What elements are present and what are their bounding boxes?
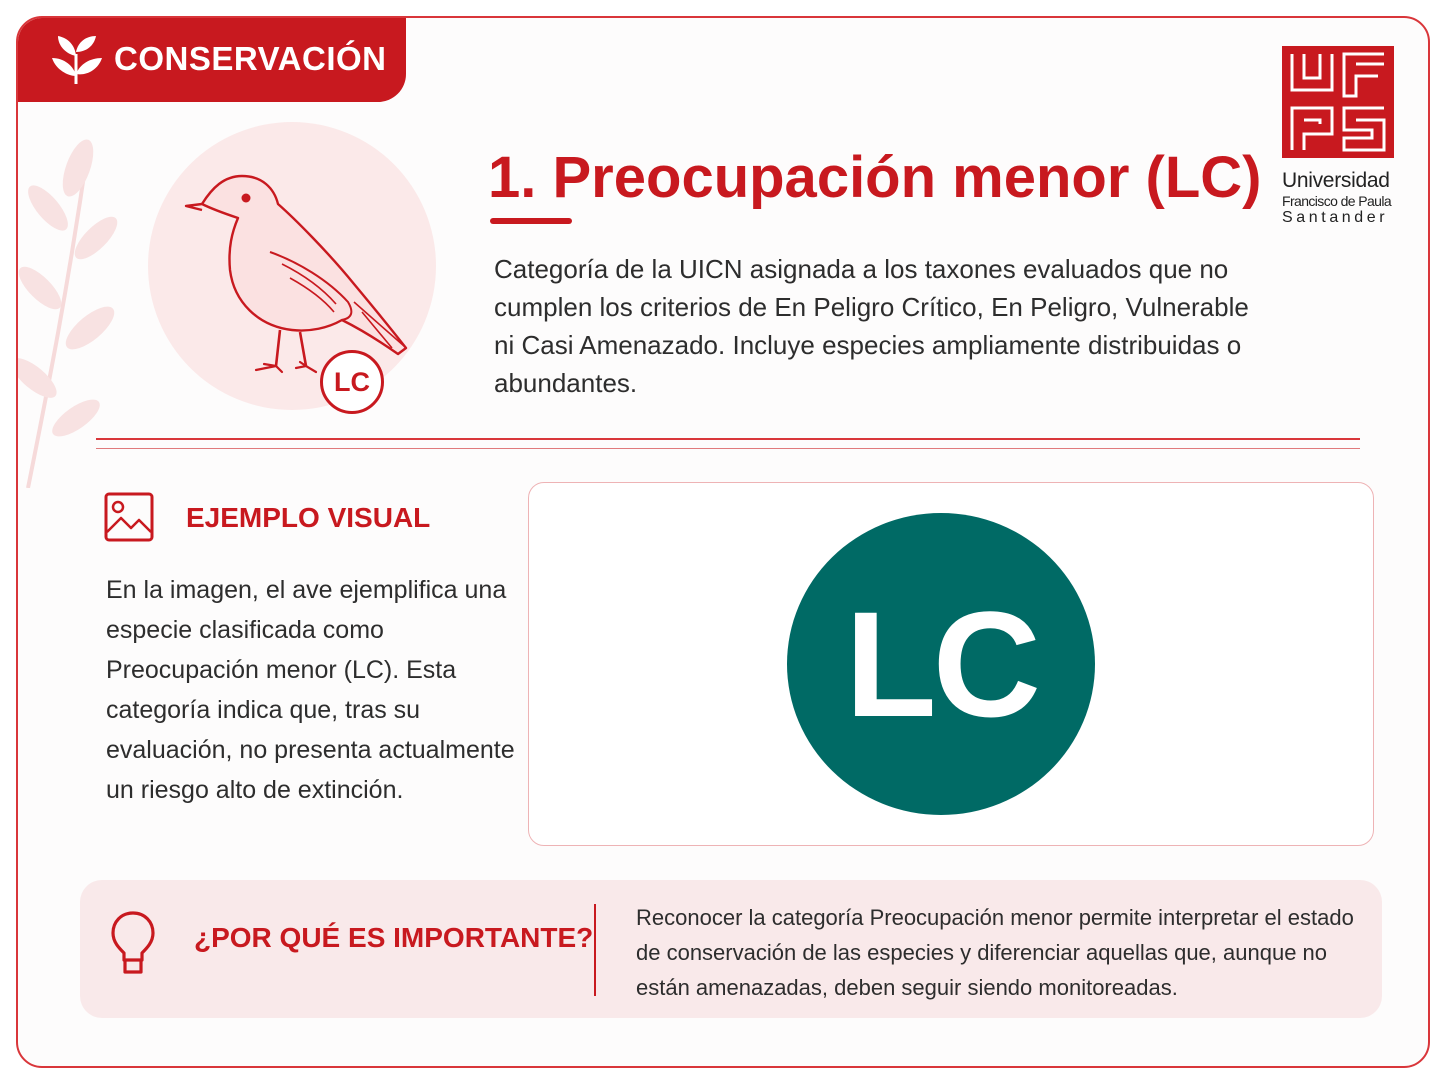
ufps-monogram-logo xyxy=(1282,46,1394,158)
example-image-frame xyxy=(528,482,1374,846)
importance-text: Reconocer la categoría Preocupación menor permite interpretar el estado de conservación de las especies y diferenciar aquellas que, aunque no están amenazadas, deben seguir siendo monitoreadas. xyxy=(636,905,1354,1000)
bird-illustration xyxy=(178,152,428,402)
page-title xyxy=(488,144,1261,211)
title-number: 1. xyxy=(488,145,537,210)
logo-line-santander: Santander xyxy=(1282,209,1389,226)
bird-lc-badge: LC xyxy=(320,350,384,414)
importance-panel xyxy=(80,880,1382,1018)
logo-line-francisco: Francisco de Paula xyxy=(1282,193,1392,209)
category-description: Categoría de la UICN asignada a los taxones evaluados que no cumplen los criterios de En Peligro Crítico, En Peligro, Vulnerable ni Casi Amenazado. Incluye especies ampliamente distribuidas o abundantes. xyxy=(494,254,1249,398)
title-underline xyxy=(490,218,572,224)
importance-separator xyxy=(594,904,596,996)
section-divider xyxy=(96,438,1360,440)
example-heading: EJEMPLO VISUAL xyxy=(186,502,431,533)
infographic-card xyxy=(16,16,1430,1068)
category-tag-label: CONSERVACIÓN xyxy=(114,40,387,77)
decorative-branch xyxy=(18,128,138,488)
leaves-icon xyxy=(48,32,104,86)
university-logo xyxy=(1282,46,1398,227)
lc-status-badge: LC xyxy=(787,513,1095,815)
title-text: Preocupación menor (LC) xyxy=(552,145,1262,210)
logo-line-universidad: Universidad xyxy=(1282,169,1390,192)
example-text: En la imagen, el ave ejemplifica una especie clasificada como Preocupación menor (LC). Esta categoría indica que, tras su evaluación, no presenta actualmente un riesgo alto de extinción. xyxy=(106,576,515,804)
importance-heading: ¿POR QUÉ ES IMPORTANTE? xyxy=(194,922,594,953)
section-divider-thin xyxy=(96,448,1360,449)
image-icon xyxy=(104,492,154,542)
lightbulb-icon xyxy=(110,910,156,976)
category-tag xyxy=(18,18,406,102)
